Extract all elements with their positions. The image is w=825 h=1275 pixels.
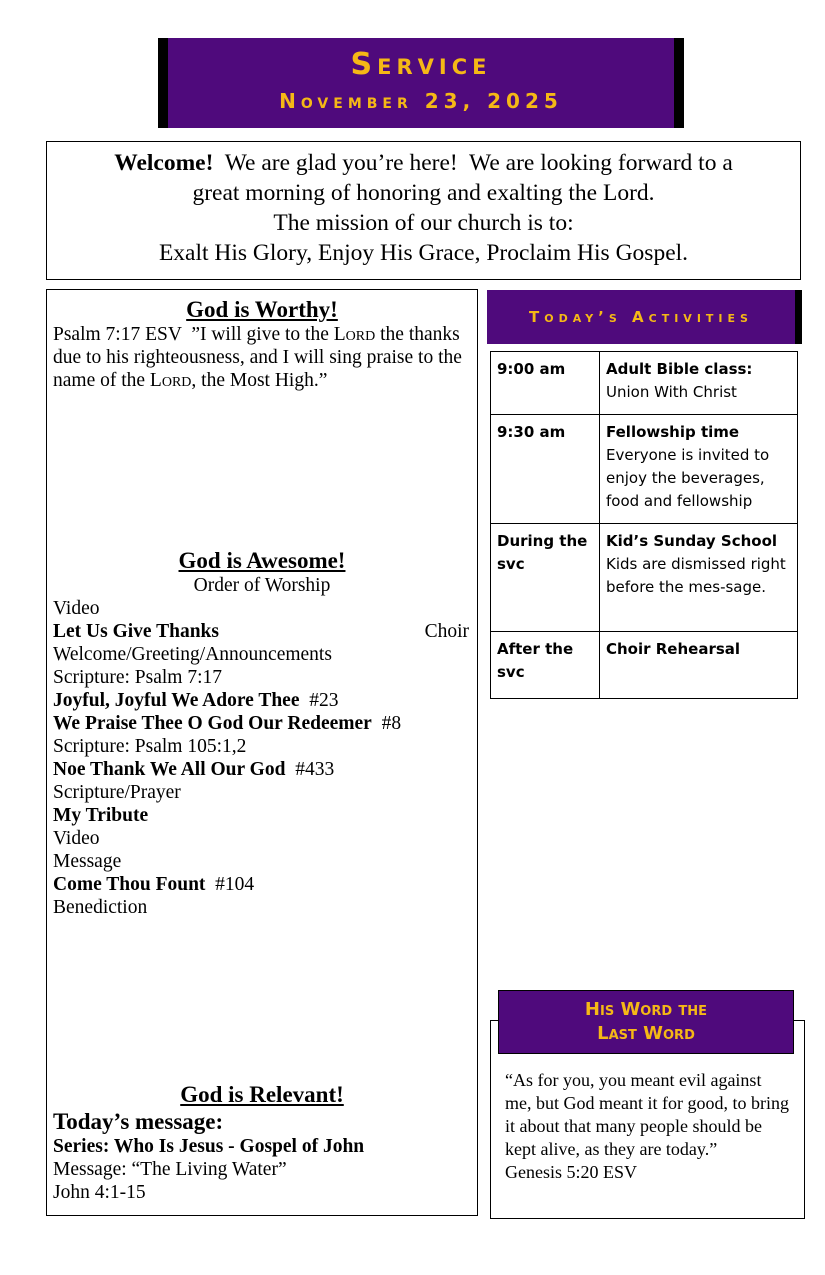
worship-item: Video bbox=[53, 598, 100, 619]
psalm-lord-1: Lord bbox=[333, 324, 376, 345]
his-word-text bbox=[505, 1069, 790, 1184]
activity-detail bbox=[600, 524, 798, 632]
his-word-reference: Genesis 5:20 ESV bbox=[505, 1162, 637, 1182]
worship-item: We Praise Thee O God Our Redeemer #8 bbox=[53, 713, 402, 734]
activities-table bbox=[490, 351, 798, 699]
worship-item-performer: Choir bbox=[424, 621, 469, 642]
psalm-text-1: the thanks due to his righteousness, and I will sing praise to the name of the bbox=[53, 324, 462, 391]
welcome-greeting: Welcome! bbox=[114, 150, 214, 176]
worship-item: Let Us Give Thanks Choir bbox=[53, 621, 469, 642]
welcome-line-3: The mission of our church is to: bbox=[273, 210, 574, 236]
header-banner bbox=[168, 38, 674, 128]
activity-detail bbox=[600, 352, 798, 415]
activity-time: 9:30 am bbox=[491, 415, 600, 524]
table-row bbox=[491, 352, 798, 415]
worship-item: Come Thou Fount #104 bbox=[53, 874, 255, 895]
welcome-line-2: great morning of honoring and exalting the Lord. bbox=[192, 180, 655, 206]
order-of-worship-subheading: Order of Worship bbox=[193, 575, 331, 596]
activities-title: Today’s Activities bbox=[529, 308, 753, 326]
welcome-line-4: Exalt His Glory, Enjoy His Grace, Proclaim His Gospel. bbox=[158, 240, 689, 266]
his-word-title-1: His Word the bbox=[584, 999, 708, 1020]
activity-title: Fellowship time bbox=[606, 423, 740, 441]
activity-desc: Everyone is invited to enjoy the beverages, food and fellowship bbox=[606, 446, 770, 510]
psalm-lord-2: Lord bbox=[149, 370, 192, 391]
activity-time: After the svc bbox=[491, 632, 600, 699]
activities-header bbox=[487, 290, 795, 344]
hymn-number: #104 bbox=[205, 874, 255, 895]
activity-title: Kid’s Sunday School bbox=[606, 532, 778, 550]
welcome-line-1-text: We are glad you’re here! We are looking forward to a bbox=[213, 150, 733, 176]
psalm-ref: Psalm 7:17 ESV ”I will give to the bbox=[53, 324, 334, 345]
his-word-quote: “As for you, you meant evil against me, but God meant it for good, to bring it about that many people should be kept alive, as they are today.” bbox=[505, 1070, 789, 1159]
activity-title: Adult Bible class: bbox=[606, 360, 753, 378]
order-of-worship-list bbox=[53, 597, 469, 919]
hymn-number: #433 bbox=[285, 759, 335, 780]
awesome-heading: God is Awesome! bbox=[178, 548, 346, 573]
sermon-series: Series: Who Is Jesus - Gospel of John bbox=[53, 1136, 365, 1157]
welcome-line-1 bbox=[47, 148, 800, 178]
worship-item: Benediction bbox=[53, 897, 148, 918]
relevant-section bbox=[53, 1108, 471, 1204]
table-row bbox=[491, 632, 798, 699]
worship-item: Video bbox=[53, 828, 100, 849]
worship-item: Scripture/Prayer bbox=[53, 782, 181, 803]
service-date: November 23, 2025 bbox=[279, 89, 563, 113]
activity-desc: Union With Christ bbox=[606, 383, 737, 401]
table-row bbox=[491, 524, 798, 632]
worship-item: Scripture: Psalm 105:1,2 bbox=[53, 736, 247, 757]
sermon-title: Message: “The Living Water” bbox=[53, 1159, 287, 1180]
worship-item: Noe Thank We All Our God #433 bbox=[53, 759, 335, 780]
relevant-heading: God is Relevant! bbox=[180, 1082, 344, 1107]
his-word-header bbox=[498, 990, 794, 1054]
activity-desc: Kids are dismissed right before the mes-sage. bbox=[606, 555, 786, 596]
table-row bbox=[491, 415, 798, 524]
activity-detail bbox=[600, 632, 798, 699]
worship-item: Welcome/Greeting/Announcements bbox=[53, 644, 332, 665]
his-word-title-2: Last Word bbox=[597, 1023, 695, 1044]
todays-message-label: Today’s message: bbox=[53, 1109, 224, 1134]
activity-time: During the svc bbox=[491, 524, 600, 632]
service-title: Service bbox=[350, 47, 492, 82]
worship-item: My Tribute bbox=[53, 805, 149, 826]
hymn-number: #8 bbox=[371, 713, 402, 734]
activity-title: Choir Rehearsal bbox=[606, 640, 741, 658]
worthy-heading: God is Worthy! bbox=[186, 297, 338, 322]
psalm-text-2: , the Most High.” bbox=[191, 370, 328, 391]
activity-time: 9:00 am bbox=[491, 352, 600, 415]
activity-detail bbox=[600, 415, 798, 524]
worship-item: Scripture: Psalm 7:17 bbox=[53, 667, 222, 688]
hymn-number: #23 bbox=[299, 690, 339, 711]
welcome-box bbox=[46, 141, 801, 280]
worship-item: Joyful, Joyful We Adore Thee #23 bbox=[53, 690, 339, 711]
worship-item: Message bbox=[53, 851, 122, 872]
worthy-psalm bbox=[53, 323, 465, 392]
sermon-passage: John 4:1-15 bbox=[53, 1182, 146, 1203]
